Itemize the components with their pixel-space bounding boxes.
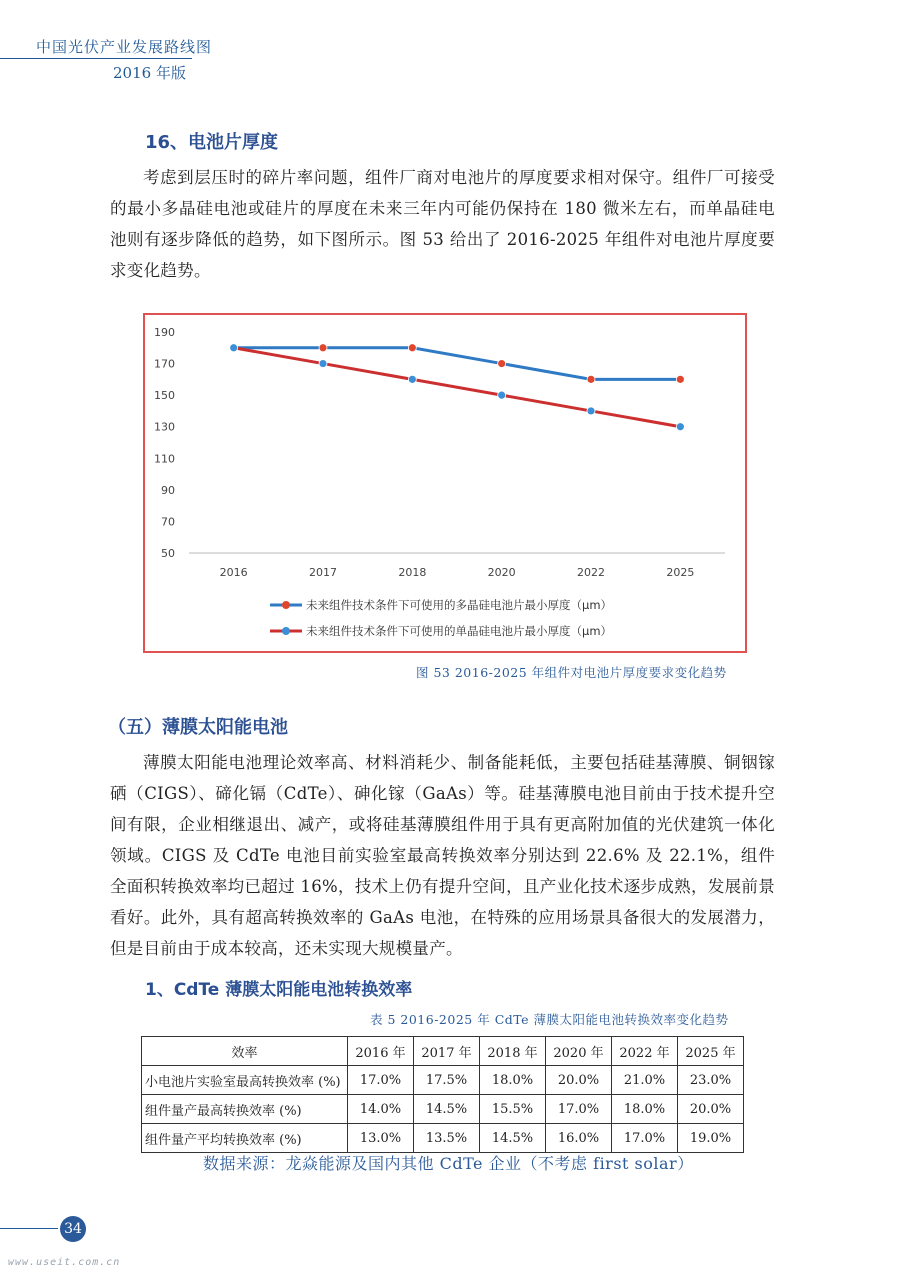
- table-cell: 21.0%: [612, 1066, 678, 1095]
- table-cell: 18.0%: [480, 1066, 546, 1095]
- x-tick-label: 2020: [487, 566, 516, 579]
- y-tick-label: 90: [161, 483, 175, 497]
- table-cell: 20.0%: [546, 1066, 612, 1095]
- thickness-chart: [143, 313, 747, 653]
- table-cell: 14.0%: [348, 1095, 414, 1124]
- table-cell: 14.5%: [414, 1095, 480, 1124]
- running-header-title: 中国光伏产业发展路线图: [36, 38, 213, 56]
- y-tick-label: 110: [154, 452, 175, 466]
- table-cell: 组件量产平均转换效率 (%): [142, 1124, 348, 1153]
- data-source-note: 数据来源：龙焱能源及国内其他 CdTe 企业（不考虑 first solar）: [203, 1154, 694, 1173]
- table-header-row: [142, 1037, 744, 1066]
- efficiency-table: [141, 1036, 744, 1153]
- data-point: [676, 375, 684, 383]
- section-title-thin-film: （五）薄膜太阳能电池: [108, 717, 288, 738]
- series-line: [234, 348, 681, 427]
- figure-caption: 图 53 2016-2025 年组件对电池片厚度要求变化趋势: [416, 665, 727, 680]
- table-caption: 表 5 2016-2025 年 CdTe 薄膜太阳能电池转换效率变化趋势: [370, 1012, 729, 1027]
- table-row: [142, 1095, 744, 1124]
- x-tick-label: 2022: [577, 566, 605, 579]
- table-cell: 小电池片实验室最高转换效率 (%): [142, 1066, 348, 1095]
- data-point: [408, 375, 416, 383]
- legend-label: 未来组件技术条件下可使用的多晶硅电池片最小厚度（μm）: [306, 598, 613, 612]
- x-tick-label: 2018: [398, 566, 427, 579]
- section-title-cdte: 1、CdTe 薄膜太阳能电池转换效率: [145, 980, 413, 1000]
- table-cell: 15.5%: [480, 1095, 546, 1124]
- table-row: [142, 1124, 744, 1153]
- table-header-cell: 2020 年: [546, 1037, 612, 1066]
- y-tick-label: 70: [161, 515, 175, 529]
- series-line: [234, 348, 681, 380]
- data-point: [498, 391, 506, 399]
- table-cell: 17.0%: [546, 1095, 612, 1124]
- y-tick-label: 50: [161, 547, 175, 560]
- header-rule: [0, 58, 192, 59]
- table-cell: 组件量产最高转换效率 (%): [142, 1095, 348, 1124]
- legend-marker: [282, 601, 290, 609]
- data-point: [230, 344, 238, 352]
- y-tick-label: 190: [154, 326, 175, 339]
- table-header-cell: 2018 年: [480, 1037, 546, 1066]
- table-header-cell: 效率: [142, 1037, 348, 1066]
- x-tick-label: 2025: [666, 566, 695, 579]
- data-point: [319, 360, 327, 368]
- watermark-text: www.useit.com.cn: [8, 1257, 121, 1268]
- paragraph-thickness: 考虑到层压时的碎片率问题，组件厂商对电池片的厚度要求相对保守。组件厂可接受的最小多晶硅电池或硅片的厚度在未来三年内可能仍保持在 180 微米左右，而单晶硅电池则有逐步降低的趋势，如下图所示。图 53 给出了 2016-2025 年组件对电池片厚度要求变化趋势。: [110, 168, 775, 280]
- table-cell: 17.5%: [414, 1066, 480, 1095]
- legend-marker: [282, 627, 290, 635]
- table-header-cell: 2016 年: [348, 1037, 414, 1066]
- table-row: [142, 1066, 744, 1095]
- table-cell: 14.5%: [480, 1124, 546, 1153]
- data-point: [319, 344, 327, 352]
- legend-label: 未来组件技术条件下可使用的单晶硅电池片最小厚度（μm）: [306, 624, 613, 638]
- table-cell: 23.0%: [678, 1066, 744, 1095]
- x-tick-label: 2017: [309, 566, 337, 579]
- table-cell: 17.0%: [612, 1124, 678, 1153]
- table-header-cell: 2022 年: [612, 1037, 678, 1066]
- data-point: [587, 407, 595, 415]
- table-cell: 13.0%: [348, 1124, 414, 1153]
- y-tick-label: 130: [154, 420, 175, 434]
- data-point: [498, 360, 506, 368]
- y-tick-label: 170: [154, 357, 175, 371]
- running-header-year: 2016 年版: [113, 64, 186, 82]
- data-point: [676, 423, 684, 431]
- table-cell: 16.0%: [546, 1124, 612, 1153]
- table-cell: 18.0%: [612, 1095, 678, 1124]
- table-header-cell: 2025 年: [678, 1037, 744, 1066]
- table-header-cell: 2017 年: [414, 1037, 480, 1066]
- section-title-thickness: 16、电池片厚度: [145, 132, 279, 153]
- table-cell: 17.0%: [348, 1066, 414, 1095]
- data-point: [587, 375, 595, 383]
- table-cell: 19.0%: [678, 1124, 744, 1153]
- y-tick-label: 150: [154, 389, 175, 403]
- table-cell: 13.5%: [414, 1124, 480, 1153]
- paragraph-thin-film: 薄膜太阳能电池理论效率高、材料消耗少、制备能耗低，主要包括硅基薄膜、铜铟镓硒（CIGS）、碲化镉（CdTe）、砷化镓（GaAs）等。硅基薄膜电池目前由于技术提升空间有限，企业相继退出、减产，或将硅基薄膜组件用于具有更高附加值的光伏建筑一体化领域。CIGS 及 CdTe 电池目前实验室最高转换效率分别达到 22.6% 及 22.1%，组件全面积转换效率均已超过 16%，技术上仍有提升空间，且产业化技术逐步成熟，发展前景看好。此外，具有超高转换效率的 GaAs 电池，在特殊的应用场景具备很大的发展潜力，但是目前由于成本较高，还未实现大规模量产。: [110, 753, 775, 958]
- chart-canvas: [145, 315, 745, 651]
- table-cell: 20.0%: [678, 1095, 744, 1124]
- footer-rule: [0, 1228, 58, 1229]
- x-tick-label: 2016: [219, 566, 248, 579]
- data-point: [408, 344, 416, 352]
- page-number: 34: [60, 1216, 86, 1242]
